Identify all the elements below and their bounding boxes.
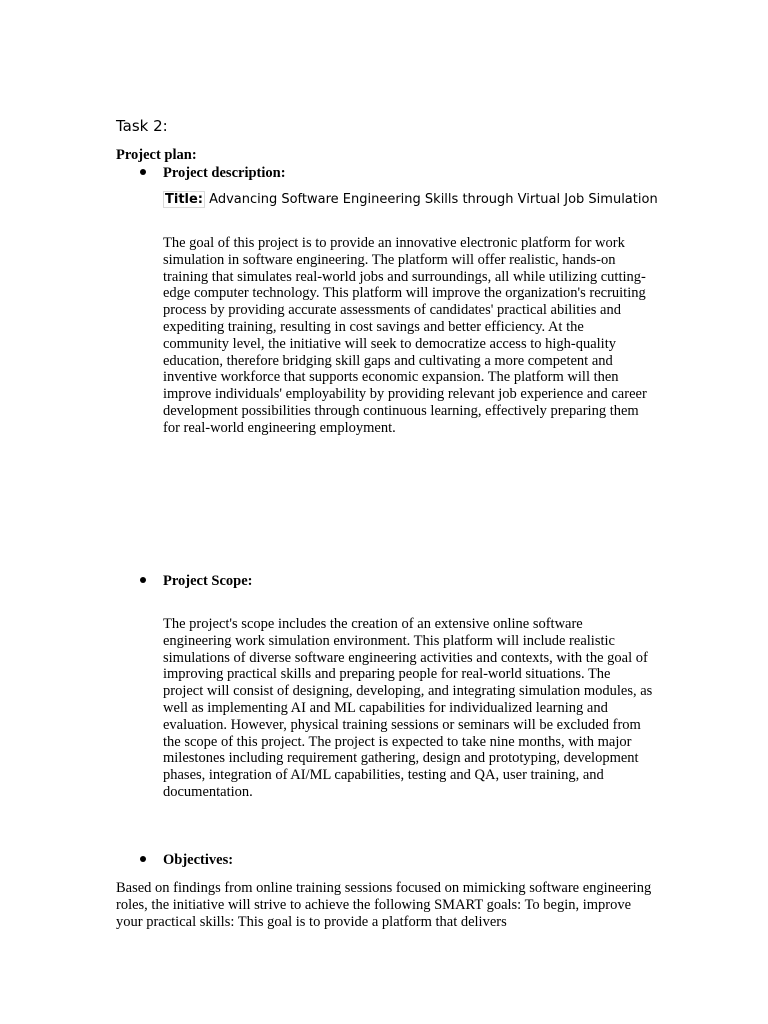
bullet-icon [138, 573, 163, 590]
bullet-icon [138, 165, 163, 182]
bullet-objectives [138, 852, 233, 869]
description-paragraph: The goal of this project is to provide an innovative electronic platform for work simulation in software engineering. The platform will offer realistic, hands-on training that simulates real-world jobs and surroundings, all while utilizing cutting-edge computer technology. This platform will improve the organization's recruiting process by providing accurate assessments of candidates' practical abilities and expediting training, resulting in cost savings and better efficiency. At the community level, the initiative will seek to democratize access to high-quality education, therefore bridging skill gaps and cultivating a more competent and inventive workforce that supports economic expansion. The platform will then improve individuals' employability by providing relevant job experience and career development possibilities through continuous learning, effectively preparing them for real-world engineering employment. [163, 235, 647, 436]
section-heading-objectives: Objectives: [163, 852, 234, 868]
bullet-icon [138, 852, 163, 869]
task-heading: Task 2: [116, 117, 168, 135]
title-value: Advancing Software Engineering Skills through Virtual Job Simulation [205, 192, 658, 207]
bullet-project-description [138, 165, 286, 182]
project-plan-label: Project plan: [116, 147, 197, 163]
title-label: Title: [165, 192, 204, 207]
section-heading-scope: Project Scope: [163, 573, 253, 589]
objectives-paragraph: Based on findings from online training sessions focused on mimicking software engineering roles, the initiative will strive to achieve the following SMART goals: To begin, improve your practical skills: This goal is to provide a platform that delivers [116, 880, 652, 930]
bullet-project-scope [138, 573, 253, 590]
project-title-line [163, 191, 658, 209]
section-heading-description: Project description: [163, 165, 286, 181]
scope-paragraph: The project's scope includes the creation of an extensive online software engineering work simulation environment. This platform will include realistic simulations of diverse software engineering activities and contexts, with the goal of improving practical skills and preparing people for real-world situations. The project will consist of designing, developing, and integrating simulation modules, as well as implementing AI and ML capabilities for individualized learning and evaluation. However, physical training sessions or seminars will be excluded from the scope of this project. The project is expected to take nine months, with major milestones including requirement gathering, design and prototyping, development phases, integration of AI/ML capabilities, testing and QA, user training, and documentation. [163, 616, 653, 800]
